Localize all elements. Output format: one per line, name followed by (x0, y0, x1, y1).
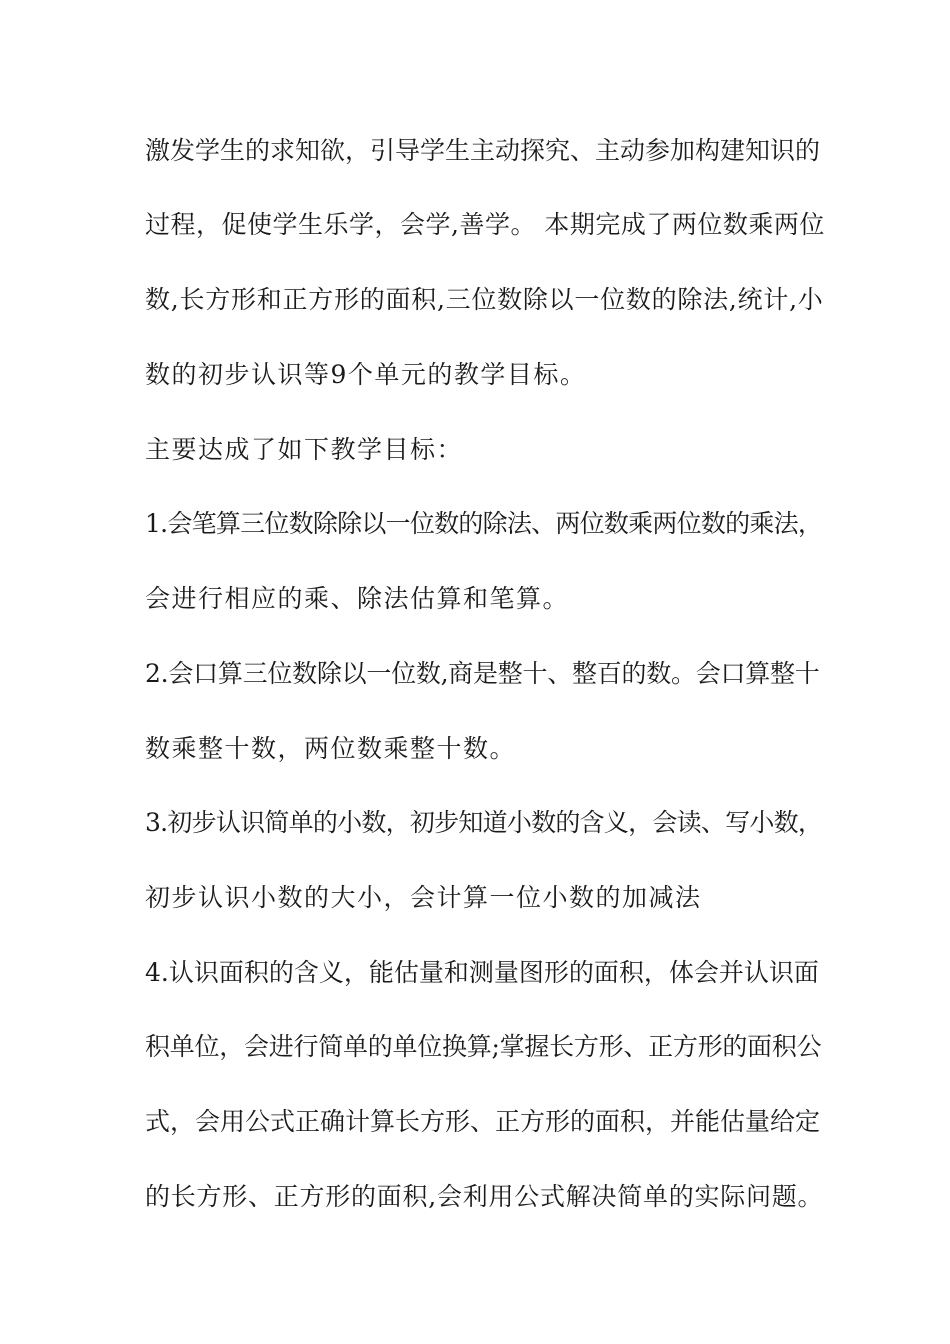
list-item-4-line: 积单位，会进行简单的单位换算;掌握长方形、正方形的面积公 (145, 1032, 822, 1061)
list-item-1-line: 1.会笔算三位数除除以一位数的除法、两位数乘两位数的乘法， (145, 509, 823, 538)
list-item-4-line: 4.认识面积的含义，能估量和测量图形的面积，体会并认识面 (145, 958, 819, 987)
section-heading-line: 主要达成了如下教学目标： (145, 435, 464, 464)
list-item-3-line: 初步认识小数的大小，会计算一位小数的加减法 (145, 883, 702, 912)
list-item-2-line: 2.会口算三位数除以一位数,商是整十、整百的数。会口算整十 (145, 659, 820, 688)
list-item-2-line: 数乘整十数，两位数乘整十数。 (145, 734, 517, 763)
list-item-3-line: 3.初步认识简单的小数，初步知道小数的含义，会读、写小数， (145, 808, 823, 837)
paragraph-line: 数的初步认识等9个单元的教学目标。 (145, 360, 587, 389)
list-item-4-line: 的长方形、正方形的面积,会利用公式解决简单的实际问题。 (145, 1182, 824, 1211)
paragraph-line: 激发学生的求知欲，引导学生主动探究、主动参加构建知识的 (145, 136, 821, 165)
paragraph-line: 过程，促使学生乐学，会学,善学。 本期完成了两位数乘两位 (145, 210, 825, 239)
list-item-1-line: 会进行相应的乘、除法估算和笔算。 (145, 584, 570, 613)
paragraph-line: 数,长方形和正方形的面积,三位数除以一位数的除法,统计,小 (145, 285, 824, 314)
list-item-4-line: 式，会用公式正确计算长方形、正方形的面积，并能估量给定 (145, 1107, 821, 1136)
